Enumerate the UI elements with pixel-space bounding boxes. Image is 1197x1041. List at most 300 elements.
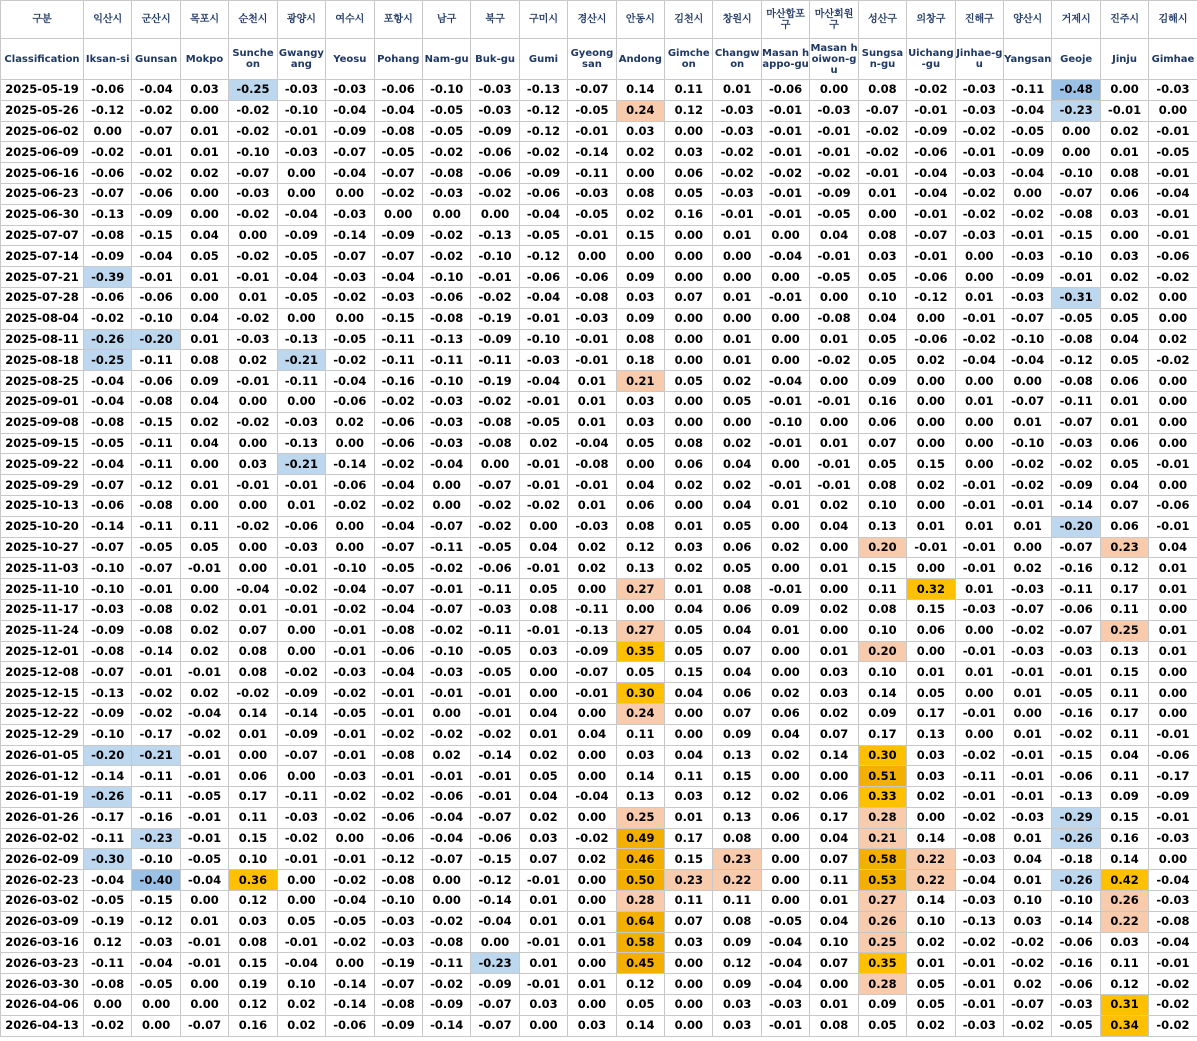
column-header-english: Suncheon <box>229 39 277 80</box>
heatmap-cell: 0.05 <box>1100 308 1148 329</box>
heatmap-cell: -0.07 <box>374 246 422 267</box>
heatmap-cell: 0.00 <box>84 995 132 1016</box>
heatmap-cell: -0.12 <box>132 911 180 932</box>
heatmap-cell: 0.01 <box>955 516 1003 537</box>
heatmap-cell: 0.04 <box>180 391 228 412</box>
heatmap-cell: 0.00 <box>713 246 761 267</box>
heatmap-cell: -0.03 <box>1149 891 1197 912</box>
heatmap-cell: 0.00 <box>277 183 325 204</box>
heatmap-cell: 0.01 <box>1149 558 1197 579</box>
heatmap-cell: 0.04 <box>713 662 761 683</box>
heatmap-cell: -0.06 <box>132 371 180 392</box>
heatmap-cell: 0.02 <box>422 745 470 766</box>
row-date-label: 2025-08-11 <box>1 329 84 350</box>
heatmap-cell: 0.00 <box>665 329 713 350</box>
heatmap-cell: 0.00 <box>810 766 858 787</box>
heatmap-cell: 0.00 <box>1052 121 1100 142</box>
heatmap-cell: 0.00 <box>955 412 1003 433</box>
heatmap-cell: -0.01 <box>1149 724 1197 745</box>
heatmap-cell: 0.06 <box>810 787 858 808</box>
column-header-english: Geoje <box>1052 39 1100 80</box>
heatmap-cell: -0.11 <box>374 350 422 371</box>
row-date-label: 2026-02-23 <box>1 870 84 891</box>
heatmap-cell: -0.01 <box>810 121 858 142</box>
heatmap-cell: -0.08 <box>1149 911 1197 932</box>
row-date-label: 2025-09-01 <box>1 391 84 412</box>
heatmap-cell: 0.00 <box>665 391 713 412</box>
heatmap-cell: -0.06 <box>326 475 374 496</box>
heatmap-cell: 0.02 <box>180 641 228 662</box>
heatmap-cell: 0.00 <box>907 558 955 579</box>
heatmap-cell: -0.01 <box>713 204 761 225</box>
heatmap-cell: 0.11 <box>229 807 277 828</box>
heatmap-cell: -0.15 <box>1052 745 1100 766</box>
heatmap-cell: -0.06 <box>1052 974 1100 995</box>
heatmap-cell: 0.00 <box>665 703 713 724</box>
heatmap-cell: 0.09 <box>616 308 664 329</box>
table-row <box>1 579 1197 600</box>
heatmap-cell: 0.11 <box>858 579 906 600</box>
heatmap-cell: -0.26 <box>1052 828 1100 849</box>
heatmap-cell: -0.01 <box>180 828 228 849</box>
heatmap-cell: -0.02 <box>1004 475 1052 496</box>
heatmap-cell: -0.09 <box>326 121 374 142</box>
heatmap-cell: -0.11 <box>955 766 1003 787</box>
heatmap-cell: -0.05 <box>132 974 180 995</box>
heatmap-cell: 0.02 <box>810 599 858 620</box>
heatmap-cell: 0.17 <box>1100 703 1148 724</box>
row-date-label: 2025-08-04 <box>1 308 84 329</box>
heatmap-cell: 0.00 <box>277 163 325 184</box>
heatmap-cell: 0.05 <box>713 558 761 579</box>
heatmap-cell: 0.00 <box>761 766 809 787</box>
heatmap-cell: -0.03 <box>713 183 761 204</box>
heatmap-cell: -0.05 <box>1149 142 1197 163</box>
heatmap-cell: 0.00 <box>568 953 616 974</box>
heatmap-cell: -0.14 <box>422 1015 470 1036</box>
heatmap-cell: 0.05 <box>1100 350 1148 371</box>
heatmap-cell: 0.05 <box>665 371 713 392</box>
heatmap-cell: -0.01 <box>568 475 616 496</box>
heatmap-cell: -0.09 <box>277 225 325 246</box>
heatmap-cell: -0.07 <box>1052 412 1100 433</box>
heatmap-cell: -0.01 <box>1149 225 1197 246</box>
heatmap-cell: 0.28 <box>858 974 906 995</box>
heatmap-cell: -0.07 <box>422 849 470 870</box>
table-row <box>1 641 1197 662</box>
heatmap-cell: 0.11 <box>810 870 858 891</box>
heatmap-cell: 0.05 <box>519 579 567 600</box>
column-header-korean: 창원시 <box>713 1 761 39</box>
heatmap-cell: -0.08 <box>1052 371 1100 392</box>
heatmap-cell: 0.00 <box>1149 683 1197 704</box>
heatmap-cell: -0.04 <box>374 100 422 121</box>
heatmap-cell: -0.02 <box>374 495 422 516</box>
heatmap-cell: 0.08 <box>229 932 277 953</box>
column-header-english: Andong <box>616 39 664 80</box>
heatmap-cell: 0.14 <box>616 1015 664 1036</box>
heatmap-cell: -0.02 <box>229 412 277 433</box>
heatmap-cell: -0.03 <box>1004 641 1052 662</box>
row-date-label: 2026-01-26 <box>1 807 84 828</box>
heatmap-cell: -0.02 <box>229 121 277 142</box>
heatmap-cell: 0.20 <box>858 641 906 662</box>
table-row <box>1 849 1197 870</box>
heatmap-cell: 0.02 <box>1100 287 1148 308</box>
heatmap-cell: -0.08 <box>1052 329 1100 350</box>
row-date-label: 2025-07-21 <box>1 267 84 288</box>
heatmap-cell: 0.03 <box>810 683 858 704</box>
column-header-english: Jinhae-gu <box>955 39 1003 80</box>
heatmap-cell: 0.00 <box>568 807 616 828</box>
heatmap-cell: -0.02 <box>374 183 422 204</box>
heatmap-cell: -0.02 <box>84 142 132 163</box>
heatmap-cell: -0.01 <box>180 932 228 953</box>
heatmap-cell: 0.02 <box>1100 121 1148 142</box>
heatmap-cell: 0.01 <box>907 662 955 683</box>
heatmap-cell: 0.00 <box>519 683 567 704</box>
heatmap-cell: -0.01 <box>277 558 325 579</box>
heatmap-cell: -0.05 <box>1052 308 1100 329</box>
heatmap-cell: -0.10 <box>422 80 470 101</box>
column-header-english: Gumi <box>519 39 567 80</box>
heatmap-cell: 0.00 <box>1004 537 1052 558</box>
heatmap-cell: -0.05 <box>761 911 809 932</box>
heatmap-cell: 0.24 <box>616 703 664 724</box>
row-date-label: 2025-08-18 <box>1 350 84 371</box>
heatmap-cell: 0.11 <box>1100 766 1148 787</box>
heatmap-cell: -0.14 <box>277 703 325 724</box>
row-date-label: 2026-03-23 <box>1 953 84 974</box>
heatmap-cell: -0.06 <box>374 80 422 101</box>
heatmap-cell: -0.01 <box>277 599 325 620</box>
heatmap-cell: 0.10 <box>1004 891 1052 912</box>
heatmap-cell: 0.06 <box>761 703 809 724</box>
heatmap-cell: 0.12 <box>665 100 713 121</box>
heatmap-cell: -0.10 <box>326 558 374 579</box>
heatmap-cell: -0.08 <box>374 870 422 891</box>
heatmap-cell: -0.23 <box>1052 100 1100 121</box>
heatmap-cell: -0.02 <box>1149 995 1197 1016</box>
column-header-english: Sungsan-gu <box>858 39 906 80</box>
heatmap-cell: 0.01 <box>1004 870 1052 891</box>
heatmap-cell: 0.00 <box>1149 391 1197 412</box>
heatmap-cell: 0.07 <box>858 433 906 454</box>
heatmap-cell: 0.03 <box>616 745 664 766</box>
heatmap-cell: -0.06 <box>84 287 132 308</box>
heatmap-cell: 0.02 <box>761 537 809 558</box>
heatmap-cell: -0.10 <box>1052 246 1100 267</box>
heatmap-cell: -0.02 <box>326 807 374 828</box>
heatmap-cell: 0.01 <box>568 932 616 953</box>
heatmap-cell: -0.09 <box>277 724 325 745</box>
heatmap-cell: 0.04 <box>665 599 713 620</box>
heatmap-cell: 0.09 <box>858 371 906 392</box>
heatmap-cell: -0.03 <box>422 183 470 204</box>
column-header-english: Uichang-gu <box>907 39 955 80</box>
heatmap-cell: 0.00 <box>665 308 713 329</box>
heatmap-cell: 0.00 <box>665 267 713 288</box>
heatmap-cell: 0.00 <box>713 267 761 288</box>
heatmap-cell: 0.06 <box>616 495 664 516</box>
heatmap-cell: -0.06 <box>1052 599 1100 620</box>
heatmap-cell: -0.06 <box>1149 495 1197 516</box>
heatmap-cell: 0.02 <box>326 412 374 433</box>
heatmap-cell: -0.01 <box>374 766 422 787</box>
heatmap-cell: -0.02 <box>422 225 470 246</box>
heatmap-cell: -0.14 <box>1052 495 1100 516</box>
table-row <box>1 953 1197 974</box>
column-header-korean: 목포시 <box>180 1 228 39</box>
heatmap-cell: -0.02 <box>229 516 277 537</box>
heatmap-cell: 0.11 <box>1100 953 1148 974</box>
heatmap-cell: -0.03 <box>422 662 470 683</box>
heatmap-cell: -0.02 <box>1149 267 1197 288</box>
heatmap-cell: -0.08 <box>84 412 132 433</box>
heatmap-cell: -0.11 <box>471 579 519 600</box>
heatmap-cell: 0.00 <box>180 183 228 204</box>
heatmap-cell: 0.02 <box>519 807 567 828</box>
heatmap-cell: 0.08 <box>616 516 664 537</box>
heatmap-cell: 0.00 <box>907 495 955 516</box>
heatmap-cell: -0.04 <box>907 183 955 204</box>
header-row-english <box>1 39 1197 80</box>
heatmap-cell: 0.53 <box>858 870 906 891</box>
heatmap-cell: -0.03 <box>277 537 325 558</box>
heatmap-cell: -0.06 <box>374 412 422 433</box>
heatmap-cell: 0.08 <box>616 329 664 350</box>
heatmap-cell: 0.42 <box>1100 870 1148 891</box>
heatmap-cell: 0.01 <box>229 287 277 308</box>
heatmap-cell: -0.04 <box>1149 870 1197 891</box>
heatmap-cell: 0.00 <box>180 100 228 121</box>
heatmap-cell: 0.04 <box>1100 475 1148 496</box>
heatmap-cell: 0.03 <box>519 641 567 662</box>
heatmap-cell: -0.05 <box>326 703 374 724</box>
heatmap-cell: 0.00 <box>858 204 906 225</box>
heatmap-cell: 0.14 <box>1100 849 1148 870</box>
heatmap-cell: -0.01 <box>1149 454 1197 475</box>
heatmap-cell: -0.12 <box>132 475 180 496</box>
heatmap-cell: -0.10 <box>1004 329 1052 350</box>
heatmap-cell: 0.05 <box>907 995 955 1016</box>
heatmap-cell: -0.03 <box>422 412 470 433</box>
heatmap-cell: -0.10 <box>519 329 567 350</box>
heatmap-cell: -0.23 <box>132 828 180 849</box>
heatmap-cell: 0.12 <box>713 953 761 974</box>
heatmap-cell: 0.05 <box>180 246 228 267</box>
heatmap-cell: -0.03 <box>374 287 422 308</box>
heatmap-cell: -0.48 <box>1052 80 1100 101</box>
heatmap-cell: 0.15 <box>858 558 906 579</box>
heatmap-cell: -0.01 <box>1149 121 1197 142</box>
heatmap-cell: -0.01 <box>955 308 1003 329</box>
heatmap-cell: 0.17 <box>229 787 277 808</box>
heatmap-cell: 0.02 <box>616 204 664 225</box>
heatmap-cell: 0.15 <box>229 953 277 974</box>
heatmap-cell: -0.02 <box>326 787 374 808</box>
heatmap-cell: -0.04 <box>374 516 422 537</box>
heatmap-cell: 0.01 <box>568 371 616 392</box>
heatmap-cell: -0.03 <box>955 1015 1003 1036</box>
heatmap-cell: 0.08 <box>519 599 567 620</box>
column-header-korean: 익산시 <box>84 1 132 39</box>
heatmap-cell: 0.30 <box>858 745 906 766</box>
heatmap-cell: 0.00 <box>907 308 955 329</box>
heatmap-cell: 0.00 <box>180 995 228 1016</box>
heatmap-cell: -0.21 <box>132 745 180 766</box>
heatmap-cell: 0.04 <box>180 225 228 246</box>
heatmap-cell: -0.15 <box>132 225 180 246</box>
heatmap-cell: -0.08 <box>471 412 519 433</box>
heatmap-cell: 0.06 <box>713 683 761 704</box>
heatmap-cell: -0.10 <box>229 142 277 163</box>
heatmap-cell: -0.16 <box>1052 703 1100 724</box>
heatmap-cell: -0.01 <box>955 537 1003 558</box>
heatmap-cell: 0.08 <box>616 183 664 204</box>
heatmap-cell: -0.11 <box>132 433 180 454</box>
heatmap-cell: -0.05 <box>277 287 325 308</box>
heatmap-cell: -0.04 <box>519 204 567 225</box>
heatmap-cell: -0.03 <box>568 516 616 537</box>
heatmap-cell: -0.07 <box>568 662 616 683</box>
heatmap-cell: 0.03 <box>519 995 567 1016</box>
heatmap-cell: -0.03 <box>471 100 519 121</box>
heatmap-cell: 0.05 <box>1100 454 1148 475</box>
heatmap-cell: 0.04 <box>810 911 858 932</box>
heatmap-cell: 0.00 <box>665 995 713 1016</box>
heatmap-cell: -0.01 <box>422 683 470 704</box>
heatmap-cell: -0.02 <box>229 204 277 225</box>
heatmap-cell: 0.32 <box>907 579 955 600</box>
heatmap-cell: -0.02 <box>810 350 858 371</box>
heatmap-cell: 0.01 <box>1004 516 1052 537</box>
heatmap-cell: -0.10 <box>471 246 519 267</box>
heatmap-cell: -0.07 <box>1052 537 1100 558</box>
heatmap-cell: -0.14 <box>326 995 374 1016</box>
heatmap-cell: -0.01 <box>132 579 180 600</box>
heatmap-cell: -0.05 <box>374 142 422 163</box>
heatmap-cell: -0.02 <box>1004 953 1052 974</box>
heatmap-cell: -0.03 <box>277 142 325 163</box>
heatmap-cell: -0.01 <box>1004 787 1052 808</box>
heatmap-cell: 0.00 <box>810 287 858 308</box>
heatmap-cell: -0.15 <box>1052 225 1100 246</box>
heatmap-cell: 0.00 <box>907 371 955 392</box>
heatmap-cell: 0.04 <box>810 225 858 246</box>
heatmap-cell: -0.04 <box>374 267 422 288</box>
heatmap-cell: -0.01 <box>519 308 567 329</box>
heatmap-cell: 0.00 <box>326 183 374 204</box>
row-date-label: 2025-09-15 <box>1 433 84 454</box>
heatmap-cell: 0.09 <box>761 599 809 620</box>
heatmap-cell: 0.01 <box>519 724 567 745</box>
row-date-label: 2026-04-06 <box>1 995 84 1016</box>
heatmap-cell: -0.01 <box>568 121 616 142</box>
column-header-english: Changwon <box>713 39 761 80</box>
heatmap-cell: 0.11 <box>713 891 761 912</box>
heatmap-cell: -0.04 <box>1004 350 1052 371</box>
heatmap-cell: 0.14 <box>616 766 664 787</box>
table-row <box>1 433 1197 454</box>
heatmap-cell: -0.13 <box>955 911 1003 932</box>
heatmap-cell: -0.02 <box>1149 350 1197 371</box>
heatmap-cell: -0.21 <box>277 350 325 371</box>
heatmap-cell: -0.05 <box>519 412 567 433</box>
heatmap-cell: -0.10 <box>422 267 470 288</box>
heatmap-cell: 0.01 <box>761 495 809 516</box>
heatmap-cell: 0.10 <box>858 662 906 683</box>
heatmap-cell: -0.06 <box>568 267 616 288</box>
heatmap-cell: -0.01 <box>180 807 228 828</box>
row-date-label: 2025-08-25 <box>1 371 84 392</box>
heatmap-cell: 0.11 <box>180 516 228 537</box>
heatmap-cell: 0.04 <box>180 308 228 329</box>
heatmap-cell: 0.02 <box>180 620 228 641</box>
heatmap-cell: 0.04 <box>1149 537 1197 558</box>
heatmap-cell: -0.03 <box>471 599 519 620</box>
heatmap-cell: -0.01 <box>374 703 422 724</box>
heatmap-cell: 0.15 <box>713 766 761 787</box>
heatmap-cell: -0.05 <box>471 537 519 558</box>
heatmap-cell: -0.03 <box>713 100 761 121</box>
heatmap-cell: 0.00 <box>1149 100 1197 121</box>
heatmap-cell: -0.08 <box>471 433 519 454</box>
heatmap-cell: -0.02 <box>374 454 422 475</box>
heatmap-cell: -0.13 <box>568 620 616 641</box>
heatmap-cell: 0.02 <box>1004 558 1052 579</box>
heatmap-cell: -0.05 <box>326 329 374 350</box>
heatmap-cell: 0.30 <box>616 683 664 704</box>
heatmap-cell: 0.00 <box>180 495 228 516</box>
heatmap-cell: 0.00 <box>422 204 470 225</box>
heatmap-cell: 0.11 <box>665 80 713 101</box>
heatmap-cell: -0.01 <box>180 953 228 974</box>
heatmap-cell: 0.00 <box>277 766 325 787</box>
heatmap-cell: 0.14 <box>810 745 858 766</box>
heatmap-cell: 0.03 <box>229 454 277 475</box>
heatmap-cell: -0.01 <box>1052 662 1100 683</box>
heatmap-cell: -0.09 <box>907 121 955 142</box>
heatmap-cell: 0.10 <box>907 911 955 932</box>
heatmap-cell: 0.00 <box>1149 475 1197 496</box>
heatmap-cell: -0.14 <box>84 766 132 787</box>
heatmap-cell: 0.03 <box>229 911 277 932</box>
heatmap-cell: 0.21 <box>616 371 664 392</box>
heatmap-cell: -0.07 <box>374 163 422 184</box>
row-date-label: 2026-04-13 <box>1 1015 84 1036</box>
heatmap-cell: -0.06 <box>84 80 132 101</box>
heatmap-cell: -0.02 <box>326 599 374 620</box>
heatmap-cell: -0.07 <box>84 183 132 204</box>
heatmap-cell: -0.02 <box>326 495 374 516</box>
heatmap-cell: -0.01 <box>810 246 858 267</box>
heatmap-cell: 0.00 <box>229 495 277 516</box>
table-row <box>1 807 1197 828</box>
heatmap-cell: 0.00 <box>422 870 470 891</box>
heatmap-cell: -0.13 <box>422 329 470 350</box>
heatmap-cell: -0.04 <box>761 953 809 974</box>
heatmap-cell: -0.04 <box>84 454 132 475</box>
heatmap-cell: 0.00 <box>955 724 1003 745</box>
heatmap-cell: -0.03 <box>326 662 374 683</box>
heatmap-cell: -0.10 <box>277 100 325 121</box>
heatmap-cell: 0.13 <box>713 807 761 828</box>
heatmap-cell: -0.04 <box>1149 183 1197 204</box>
heatmap-cell: -0.13 <box>277 329 325 350</box>
heatmap-cell: -0.03 <box>955 849 1003 870</box>
heatmap-cell: -0.01 <box>277 121 325 142</box>
